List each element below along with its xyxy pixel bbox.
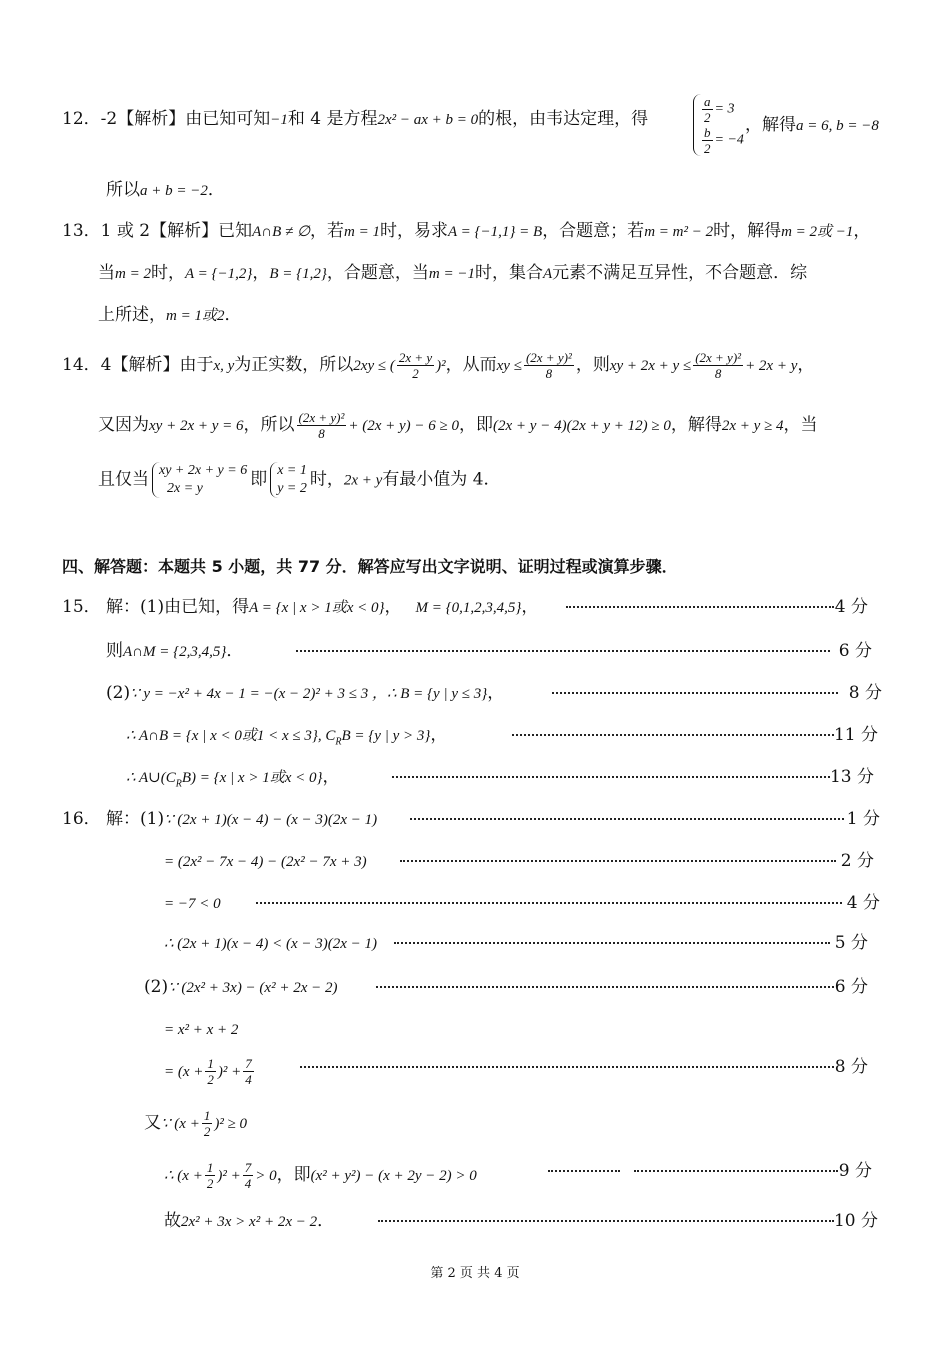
q16-l4-m: ∴ (2x + 1)(x − 4) < (x − 3)(2x − 1) [164, 936, 377, 952]
q14-l2-a: 又因为 [98, 415, 149, 435]
q12-text-1: 由已知可知 [185, 109, 271, 129]
q15-l2-m: A∩M = {2,3,4,5} [123, 644, 227, 660]
q14-l2-c: ，即 [459, 415, 494, 435]
q14-l3-s4: y = 2 [277, 481, 307, 496]
q16-score-4: 5 分 [834, 933, 868, 953]
q12-l2-math: a + b = −2 [140, 183, 208, 199]
q12-frac-b-den: 2 [704, 141, 711, 156]
q16-l10-b: ． [317, 1211, 335, 1231]
q14-l3-s2: 2x = y [167, 481, 203, 496]
q15-score-4: 11 分 [833, 725, 878, 745]
q16-l9-frac1 [205, 1160, 216, 1191]
q14-l1-frac3-den: 8 [714, 366, 722, 381]
q14-l1-m4: xy ≤ [496, 358, 522, 374]
q16-line7 [164, 1056, 256, 1087]
q13-l2-f: 元素不满足互异性，不合题意．综 [552, 263, 808, 283]
q15-score-5: 13 分 [829, 767, 874, 787]
q14-l1-frac3 [693, 350, 743, 381]
q15-dots-3 [552, 692, 838, 694]
q12-l2-text: 所以 [106, 180, 140, 200]
q15-l5-sub: R [175, 778, 182, 790]
q16-l9-m2: )² + [217, 1168, 241, 1184]
q14-l2-frac [297, 410, 347, 441]
q12-answer: -2 [100, 109, 118, 129]
q16-score-7: 8 分 [834, 1057, 868, 1077]
q16-l7-m1: = (x + [164, 1064, 204, 1080]
q12-frac-a-den: 2 [704, 110, 711, 125]
q15-l1-m1: A = {x | x > 1或x < 0} [249, 600, 385, 616]
q15-l3-b: ， [487, 683, 505, 703]
q13-l2-m1: m = 2 [115, 266, 151, 282]
q15-l5-m: ∴ A∪(C [126, 770, 176, 786]
q14-l2-m1: xy + 2x + y = 6 [149, 418, 244, 434]
q14-l1-frac2-num: (2x + y)² [525, 350, 572, 365]
q14-l2-m4: 2x + y ≥ 4 [721, 418, 784, 434]
q16-l9-frac2-den: 4 [244, 1176, 252, 1191]
q13-line1 [62, 220, 870, 243]
q15-l1-c: ， [521, 597, 539, 617]
q14-line1 [62, 350, 814, 381]
q16-line1 [62, 808, 377, 831]
q12-frac-b [702, 125, 713, 156]
q15-line5 [126, 766, 340, 795]
q14-l1-frac1-den: 2 [412, 366, 419, 381]
q12-l2-end: ． [207, 180, 225, 200]
q16-l10-a: 故 [164, 1211, 181, 1231]
q15-l4-sub: R [335, 736, 342, 748]
q14-l2-frac-num: (2x + y)² [298, 410, 345, 425]
q16-l9-m4: (x² + y²) − (x + 2y − 2) > 0 [310, 1168, 477, 1184]
q16-line2 [164, 850, 367, 873]
q16-l7-frac1-den: 2 [207, 1072, 214, 1087]
q16-l7-frac2-den: 4 [245, 1072, 252, 1087]
q16-dots-5 [376, 986, 834, 988]
q14-l3-s1: xy + 2x + y = 6 [159, 463, 248, 478]
q15-score-3: 8 分 [848, 683, 882, 703]
q14-l1-m6: + 2x + y [745, 358, 798, 374]
q12-equation-system [693, 94, 744, 156]
q16-l8-frac-num: 1 [203, 1108, 211, 1123]
q14-l2-d: ，解得 [670, 415, 722, 435]
q14-l1-d: ，则 [575, 355, 610, 375]
q16-l5-m: ∵ (2x² + 3x) − (x² + 2x − 2) [168, 980, 338, 996]
q16-l3-m: = −7 < 0 [164, 896, 221, 912]
q16-l1-a: 16． 解：(1) [62, 809, 165, 829]
q14-l1-a: 14．4【解析】由于 [62, 355, 214, 375]
q13-l1-m4: m = m² − 2 [644, 224, 714, 240]
q16-l9-m3: > 0 [255, 1168, 277, 1184]
q12-eq-a [700, 94, 744, 125]
q13-l2-a: 当 [98, 263, 115, 283]
q14-l2-e: ，当 [783, 415, 818, 435]
q15-l2-a: 则 [106, 641, 123, 661]
q16-line10 [164, 1210, 334, 1233]
q15-dots-4 [512, 734, 834, 736]
q14-l1-b: 为正实数，所以 [234, 355, 354, 375]
q16-dots-9b [634, 1170, 838, 1172]
q12-number: 12． [62, 109, 101, 129]
q16-l7-frac1-num: 1 [207, 1056, 214, 1071]
q15-line2 [106, 640, 243, 663]
q13-l1-e: 时，解得 [713, 221, 782, 241]
q15-line4 [126, 724, 447, 753]
q16-line3 [164, 892, 221, 915]
q12-eq-b-rhs: = −4 [714, 132, 744, 148]
q16-line8 [144, 1108, 247, 1139]
q16-l7-m2: )² + [217, 1064, 242, 1080]
q14-l3-d: 有最小值为 4． [382, 469, 501, 490]
q15-l4-m2: B = {y | y > 3} [341, 728, 431, 744]
q15-l4-b: ， [430, 725, 448, 745]
q16-dots-3 [256, 902, 842, 904]
q16-l10-m: 2x² + 3x > x² + 2x − 2 [181, 1214, 318, 1230]
q16-l9-frac1-den: 2 [206, 1176, 214, 1191]
q16-l6-m: = x² + x + 2 [164, 1022, 239, 1038]
q14-l1-frac3-num: (2x + y)² [695, 350, 742, 365]
q15-l1-b: ， [384, 597, 402, 617]
q16-l5-a: (2) [144, 977, 169, 997]
q15-dots-2 [296, 650, 830, 652]
q16-score-10: 10 分 [833, 1211, 878, 1231]
q14-l3-system2 [270, 462, 307, 498]
q13-l2-m2: A = {−1,2} [184, 266, 253, 282]
q16-line5 [144, 976, 337, 999]
q14-l3-system1 [152, 462, 247, 498]
q16-l8-m1: ∵ (x + [161, 1116, 200, 1132]
q14-line2 [98, 410, 818, 441]
q13-line2 [98, 262, 807, 285]
q12-math-1: −1 [270, 112, 288, 128]
q14-l3-s3: x = 1 [277, 463, 307, 478]
q14-l3-a: 且仅当 [98, 469, 149, 490]
q12-tag: 【解析】 [117, 109, 186, 129]
q13-l1-m3: A = {−1,1} = B [448, 224, 543, 240]
q15-score-2: 6 分 [838, 641, 872, 661]
q15-l1-a: 15． 解：(1)由已知，得 [62, 597, 250, 617]
q13-l1-m2: m = 1 [344, 224, 381, 240]
q12-eq-a-rhs: = 3 [714, 101, 735, 117]
q16-l1-m: ∵ (2x + 1)(x − 4) − (x − 3)(2x − 1) [164, 812, 378, 828]
q14-l3-c: 时， [309, 469, 344, 490]
q13-l1-f: ， [853, 221, 871, 241]
q12-text-2: 和 4 是方程 [287, 109, 378, 129]
q15-line1 [62, 596, 538, 619]
q14-l2-frac-den: 8 [318, 426, 325, 441]
q14-l1-frac2-den: 8 [545, 366, 553, 381]
q14-l1-frac1-num: 2x + y [398, 350, 433, 365]
q12-line1 [62, 108, 648, 131]
q14-l2-m3: (2x + y − 4)(2x + y + 12) ≥ 0 [493, 418, 671, 434]
q16-dots-7 [300, 1066, 834, 1068]
q16-dots-10 [378, 1220, 834, 1222]
q16-l9-frac2-num: 7 [244, 1160, 252, 1175]
q15-dots-1 [566, 606, 834, 608]
q15-l4-m: ∴ A∩B = {x | x < 0或1 < x ≤ 3}, C [126, 728, 336, 744]
q15-dots-5 [392, 776, 830, 778]
q16-l8-frac [202, 1108, 213, 1139]
q13-l3-a: 上所述， [98, 305, 166, 325]
q13-l2-b: 时， [150, 263, 185, 283]
q16-l9-b: ，即 [276, 1165, 311, 1185]
q15-l5-m2: B) = {x | x > 1或x < 0} [181, 770, 323, 786]
q14-l1-frac2 [524, 350, 574, 381]
q14-l1-m5: xy + 2x + y ≤ [609, 358, 692, 374]
q15-line3 [106, 682, 504, 705]
q14-l2-m2: + (2x + y) − 6 ≥ 0 [348, 418, 460, 434]
q15-l3-a: (2) [106, 683, 131, 703]
q13-l2-d: ，合题意，当 [326, 263, 429, 283]
q13-l1-lead: 13．1 或 2【解析】已知 [62, 221, 253, 241]
q16-score-3: 4 分 [846, 893, 880, 913]
q16-dots-2 [400, 860, 836, 862]
q13-l1-c: 时，易求 [380, 221, 449, 241]
section4-heading: 四、解答题：本题共 5 小题，共 77 分．解答应写出文字说明、证明过程或演算步骤． [62, 557, 678, 576]
q12-frac-a-num: a [704, 94, 711, 109]
q15-l3-m: ∵ y = −x² + 4x − 1 = −(x − 2)² + 3 ≤ 3 ，∴ B = {y | y ≤ 3} [130, 686, 488, 702]
q16-score-5: 6 分 [834, 977, 868, 997]
q16-l7-frac2 [243, 1056, 254, 1087]
q13-l1-m5: m = 2或 −1 [781, 224, 854, 240]
q13-l2-e: 时，集合 [474, 263, 543, 283]
q13-l1-b: ，若 [310, 221, 345, 241]
q12-line1-end [745, 114, 879, 137]
q16-l2-m: = (2x² − 7x − 4) − (2x² − 7x + 3) [164, 854, 367, 870]
q13-l2-m5: A [542, 266, 553, 282]
q16-dots-9a [548, 1170, 620, 1172]
q16-score-9: 9 分 [838, 1161, 872, 1181]
q14-l1-frac1 [397, 350, 434, 381]
q13-l1-d: ，合题意；若 [542, 221, 645, 241]
q16-l8-frac-den: 2 [203, 1124, 211, 1139]
q16-line9 [164, 1160, 477, 1191]
q12-frac-b-num: b [704, 125, 711, 140]
q13-l3-b: ． [224, 305, 242, 325]
q16-l7-frac2-num: 7 [245, 1056, 252, 1071]
q12-eq-b [700, 125, 744, 156]
q14-l3-b: 即 [250, 469, 268, 490]
q16-l8-m2: )² ≥ 0 [214, 1116, 248, 1132]
q13-l2-m3: B = {1,2} [269, 266, 327, 282]
q16-l9-m1: ∴ (x + [164, 1168, 203, 1184]
q14-l1-m1: x, y [213, 358, 235, 374]
q12-math-2: 2x² − ax + b = 0 [377, 112, 479, 128]
q13-line3 [98, 304, 241, 327]
q14-l1-c: ，从而 [445, 355, 497, 375]
q12-math-3: a = 6, b = −8 [796, 118, 879, 134]
q13-l2-c: ， [252, 263, 270, 283]
q16-score-2: 2 分 [840, 851, 874, 871]
q14-line3 [98, 462, 501, 498]
q12-frac-a [702, 94, 713, 125]
q15-score-1: 4 分 [834, 597, 868, 617]
q16-l7-frac1 [205, 1056, 216, 1087]
q14-l1-e: ， [797, 355, 815, 375]
q12-line2 [106, 179, 225, 202]
q12-text-4: ，解得 [745, 115, 796, 135]
q14-l1-m2: 2xy ≤ ( [353, 358, 395, 374]
q16-l8-a: 又 [144, 1113, 161, 1133]
q15-l2-b: ． [226, 641, 244, 661]
q16-score-1: 1 分 [846, 809, 880, 829]
q13-l1-m1: A∩B ≠ ∅ [252, 224, 311, 240]
q16-l9-frac2 [243, 1160, 254, 1191]
q14-l3-m: 2x + y [343, 472, 383, 489]
q14-l1-m3: )² [436, 358, 446, 374]
q16-line4 [164, 932, 377, 955]
q14-l2-b: ，所以 [243, 415, 295, 435]
q16-l9-frac1-num: 1 [206, 1160, 214, 1175]
page-footer: 第 2 页 共 4 页 [430, 1266, 520, 1281]
q15-l5-b: ， [322, 767, 340, 787]
q16-line6 [164, 1018, 238, 1041]
q16-dots-4 [394, 942, 830, 944]
q16-dots-1 [410, 818, 844, 820]
q15-l1-m2: M = {0,1,2,3,4,5} [415, 600, 522, 616]
q13-l3-m: m = 1或2 [166, 308, 225, 324]
q12-text-3: 的根，由韦达定理，得 [478, 109, 649, 129]
q13-l2-m4: m = −1 [428, 266, 475, 282]
